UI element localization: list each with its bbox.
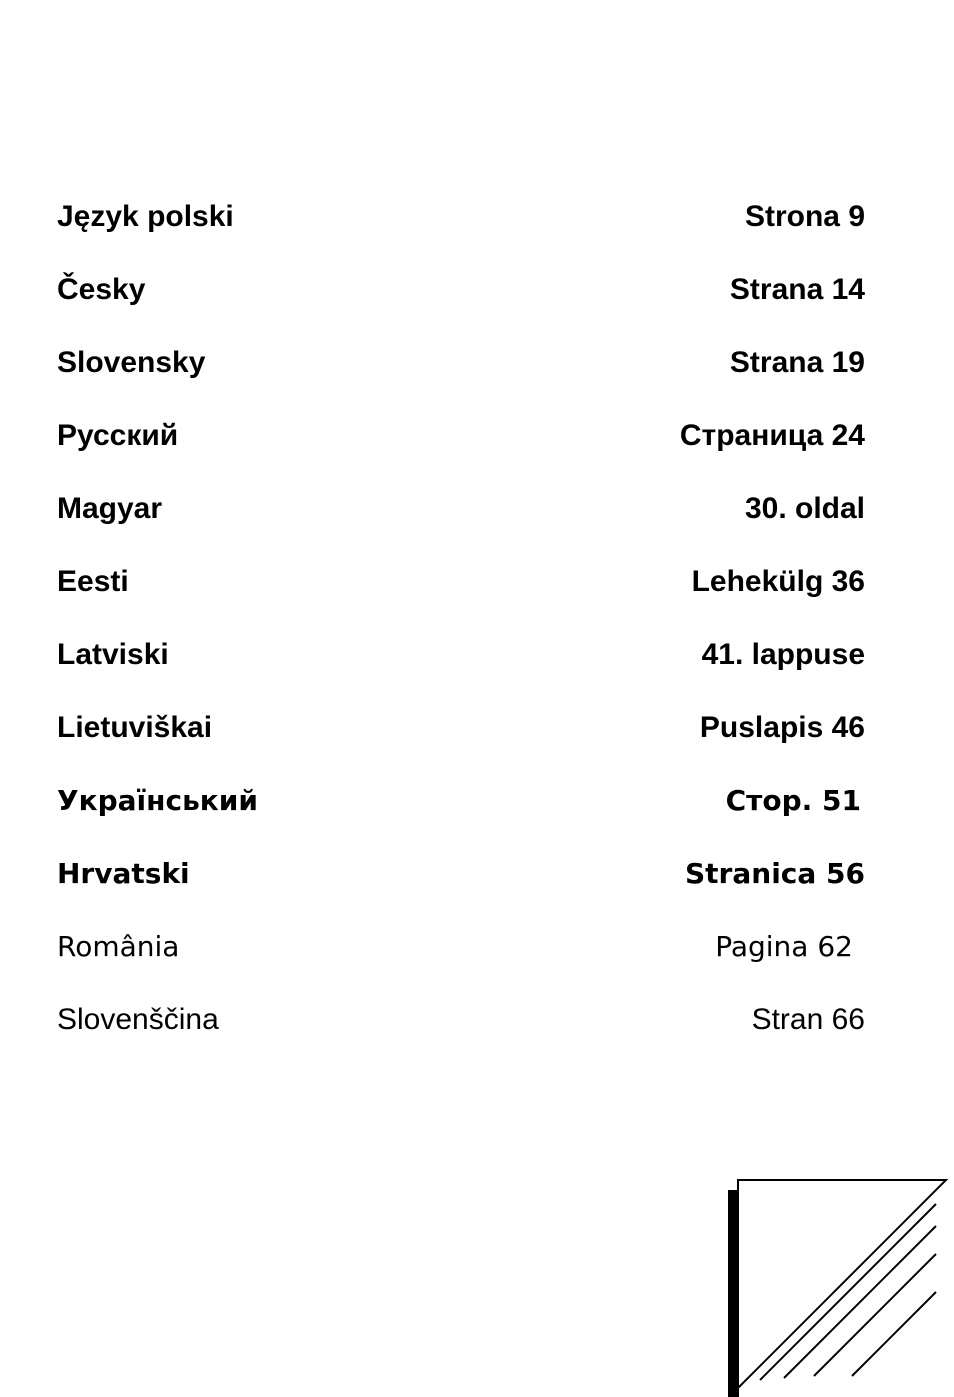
toc-language: Česky: [57, 273, 146, 306]
toc-page-ref: 30. oldal: [744, 492, 865, 525]
toc-language: Український: [57, 784, 259, 817]
toc-language: Hrvatski: [57, 857, 190, 890]
toc-page-ref: Страница 24: [679, 419, 865, 452]
toc-page-ref: Strona 9: [744, 200, 865, 233]
toc-page-ref: Stranica 56: [685, 857, 865, 890]
toc-row-magyar[interactable]: [57, 490, 865, 563]
toc-page-ref: Stran 66: [751, 1003, 865, 1036]
logo-frame: [738, 1180, 946, 1397]
toc-row-romania[interactable]: [57, 928, 865, 1001]
toc-language: Język polski: [57, 200, 234, 233]
toc-language: Eesti: [57, 565, 129, 598]
toc-row-eesti[interactable]: [57, 563, 865, 636]
toc-page-ref: Strana 19: [729, 346, 865, 379]
toc-row-slovenscina[interactable]: [57, 1001, 865, 1074]
logo-stripe: [852, 1292, 936, 1376]
toc-language: Latviski: [57, 638, 169, 671]
toc-language: Slovensky: [57, 346, 206, 379]
toc-row-polski[interactable]: [57, 198, 865, 271]
toc-language: Lietuviškai: [57, 711, 213, 744]
corner-stripes-logo-icon: [724, 1176, 954, 1397]
toc-language: România: [57, 930, 180, 963]
toc-page-ref: Lehekülg 36: [691, 565, 865, 598]
toc-row-latviski[interactable]: [57, 636, 865, 709]
logo-bar: [728, 1190, 738, 1397]
toc-page-ref: Strana 14: [729, 273, 865, 306]
toc-row-slovensky[interactable]: [57, 344, 865, 417]
toc-page-ref: 41. lappuse: [701, 638, 865, 671]
toc-row-cesky[interactable]: [57, 271, 865, 344]
toc-page-ref: Pagina 62: [715, 930, 853, 963]
toc-language: Slovenščina: [57, 1003, 219, 1036]
toc-row-lietuviskai[interactable]: [57, 709, 865, 782]
table-of-contents: [57, 198, 865, 1074]
toc-page-ref: Puslapis 46: [699, 711, 865, 744]
toc-page-ref: Стор. 51: [725, 784, 861, 817]
toc-language: Русский: [57, 419, 179, 452]
toc-row-russkiy[interactable]: [57, 417, 865, 490]
toc-row-hrvatski[interactable]: [57, 855, 865, 928]
logo-stripe: [760, 1204, 936, 1380]
toc-language: Magyar: [57, 492, 163, 525]
toc-row-ukrainskyi[interactable]: [57, 782, 865, 855]
logo-stripe: [784, 1226, 936, 1378]
logo-stripe: [814, 1254, 936, 1376]
